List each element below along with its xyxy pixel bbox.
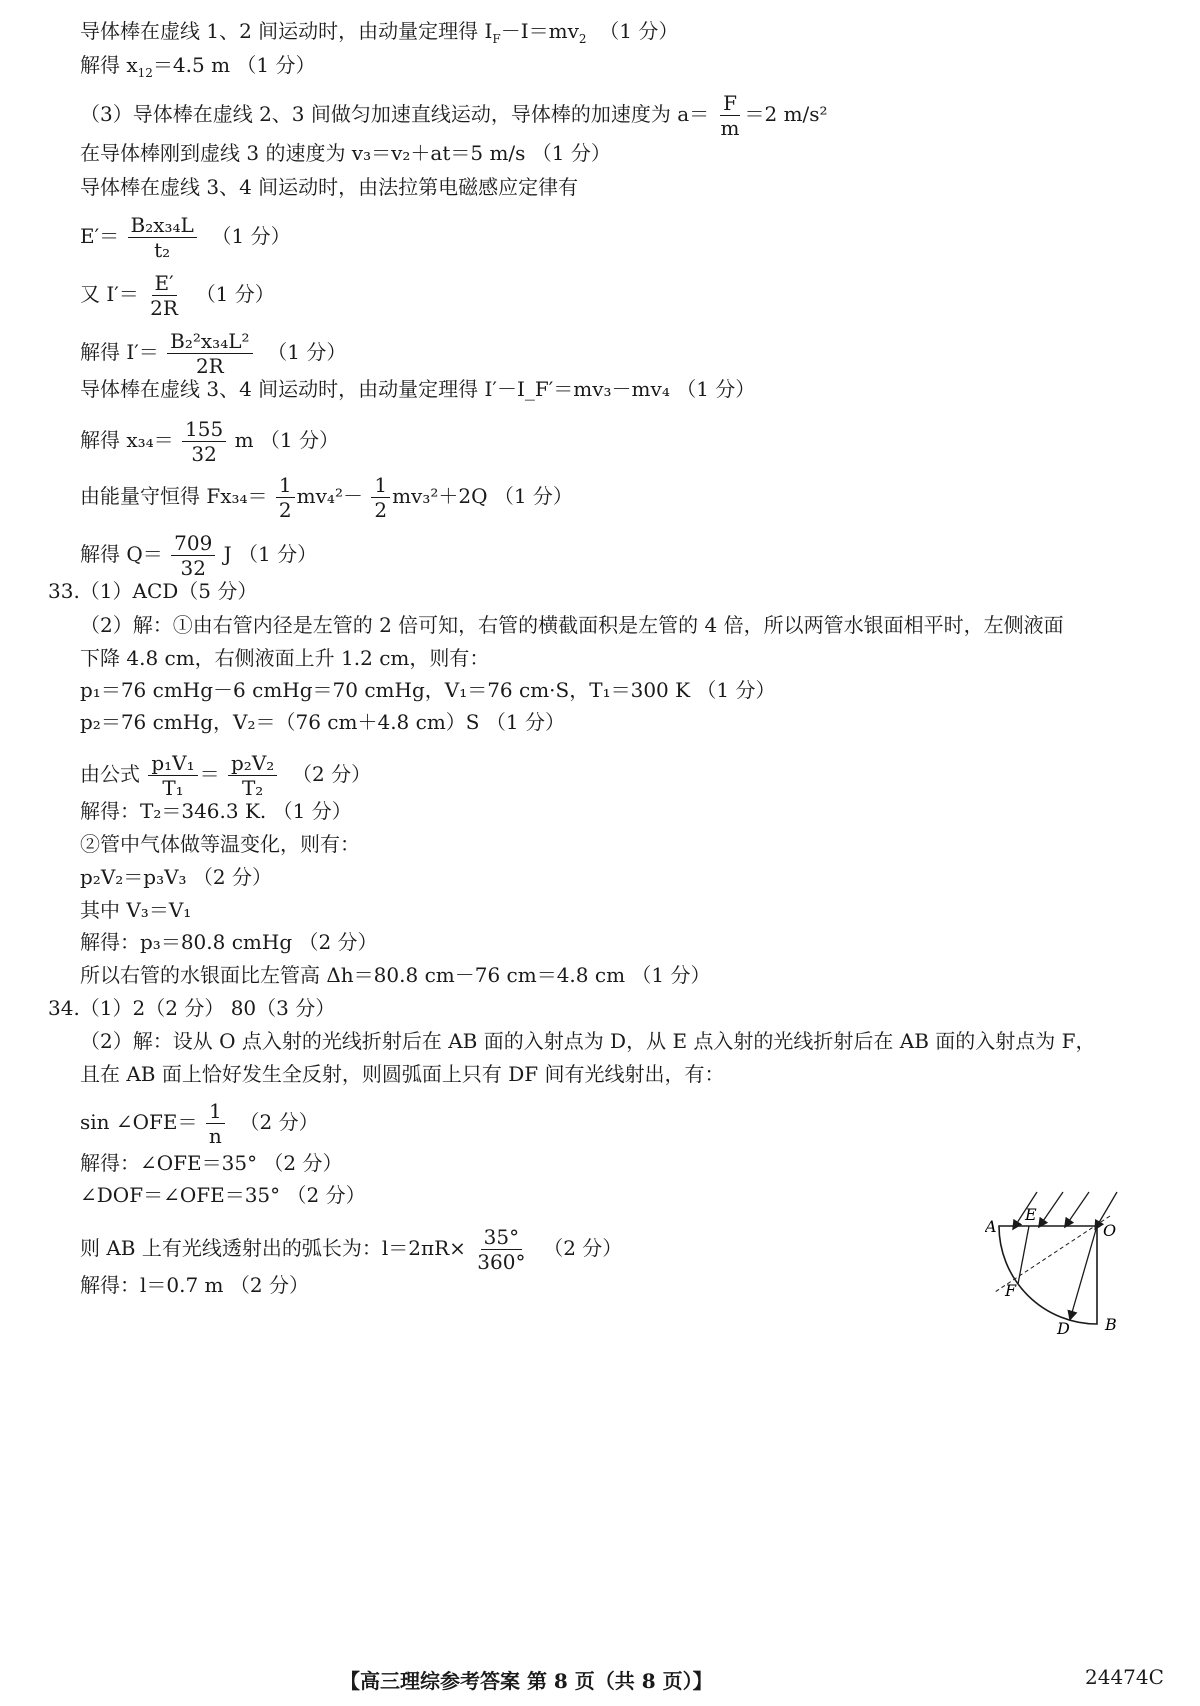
numerator: p₂V₂ xyxy=(228,752,277,776)
text-line xyxy=(80,1100,319,1147)
score-note: （2 分） xyxy=(239,1110,319,1134)
denominator: 2 xyxy=(374,498,388,522)
score-note: （2 分） xyxy=(543,1236,623,1260)
text: ＝2 m/s² xyxy=(744,102,828,126)
fraction xyxy=(128,214,197,261)
text: 由能量守恒得 Fx₃₄＝ xyxy=(80,484,268,508)
text: 导体棒在虚线 1、2 间运动时，由动量定理得 I xyxy=(80,19,493,43)
numerator: F xyxy=(720,92,740,116)
question-heading: 34.（1）2（2 分） 80（3 分） xyxy=(48,996,336,1020)
text-line: 解得：l＝0.7 m （2 分） xyxy=(80,1273,309,1297)
text-line xyxy=(80,52,316,86)
text: 解得 x₃₄＝ xyxy=(80,428,174,452)
numerator: B₂²x₃₄L² xyxy=(167,330,252,354)
text-line: 在导体棒刚到虚线 3 的速度为 v₃＝v₂＋at＝5 m/s （1 分） xyxy=(80,141,611,165)
text-line: （2）解：①由右管内径是左管的 2 倍可知，右管的横截面积是左管的 4 倍，所以两管水银面相平时，左侧液面 xyxy=(80,613,1064,637)
fraction xyxy=(371,474,390,521)
denominator: n xyxy=(208,1124,222,1148)
denominator: m xyxy=(720,116,740,140)
numerator: E′ xyxy=(152,272,177,296)
text: －I＝mv xyxy=(500,19,579,43)
text: （3）导体棒在虚线 2、3 间做匀加速直线运动，导体棒的加速度为 a＝ xyxy=(80,102,710,126)
text-line xyxy=(80,92,828,139)
fraction xyxy=(206,1100,225,1147)
text-line: 解得：T₂＝346.3 K. （1 分） xyxy=(80,799,352,823)
text: mv₄²－ xyxy=(296,484,363,508)
text: mv₃²＋2Q （1 分） xyxy=(392,484,573,508)
fraction xyxy=(148,752,197,799)
text-line: ②管中气体做等温变化，则有： xyxy=(80,832,360,856)
incident-ray xyxy=(1041,1192,1063,1224)
denominator: 2R xyxy=(150,296,178,320)
subscript: 12 xyxy=(137,66,153,80)
subscript: 2 xyxy=(578,32,587,46)
text-line xyxy=(80,474,573,521)
fraction xyxy=(718,92,743,139)
fraction xyxy=(167,330,252,377)
denominator: T₁ xyxy=(162,776,184,800)
text-line xyxy=(80,272,275,319)
subscript: F xyxy=(492,32,501,46)
fraction xyxy=(474,1226,528,1273)
text-line: 所以右管的水银面比左管高 Δh＝80.8 cm－76 cm＝4.8 cm （1 分） xyxy=(80,963,711,987)
numerator: 35° xyxy=(481,1226,522,1250)
fraction xyxy=(276,474,295,521)
text-line: 解得：∠OFE＝35° （2 分） xyxy=(80,1151,343,1175)
text-line: 导体棒在虚线 3、4 间运动时，由动量定理得 I′－I_F′＝mv₃－mv₄ （1 分） xyxy=(80,377,756,401)
score-note: （1 分） xyxy=(195,282,275,306)
text: E′＝ xyxy=(80,224,120,248)
text-line xyxy=(80,418,339,465)
text: 由公式 xyxy=(80,762,140,786)
text: J （1 分） xyxy=(223,542,318,566)
text: 又 I′＝ xyxy=(80,282,139,306)
text-line xyxy=(80,18,678,52)
footer-code: 24474C xyxy=(1085,1665,1164,1689)
incident-ray xyxy=(1067,1192,1089,1224)
text-line xyxy=(80,1226,622,1273)
numerator: 1 xyxy=(371,474,390,498)
label-a: A xyxy=(985,1217,997,1236)
text-line: 且在 AB 面上恰好发生全反射，则圆弧面上只有 DF 间有光线射出，有： xyxy=(80,1062,725,1086)
numerator: 155 xyxy=(182,418,226,442)
text-line: 下降 4.8 cm，右侧液面上升 1.2 cm，则有： xyxy=(80,646,490,670)
text-line: （2）解：设从 O 点入射的光线折射后在 AB 面的入射点为 D，从 E 点入射的光线折射后在 AB 面的入射点为 F， xyxy=(80,1029,1096,1053)
text-line: p₁＝76 cmHg－6 cmHg＝70 cmHg，V₁＝76 cm·S，T₁＝300 K （1 分） xyxy=(80,678,776,702)
label-d: D xyxy=(1057,1319,1070,1338)
fraction xyxy=(171,532,215,579)
text-line: 其中 V₃＝V₁ xyxy=(80,898,192,922)
label-f: F xyxy=(1005,1281,1017,1300)
label-o: O xyxy=(1103,1221,1117,1240)
text: 则 AB 上有光线透射出的弧长为：l＝2πR× xyxy=(80,1236,466,1260)
denominator: 32 xyxy=(191,442,217,466)
optics-diagram xyxy=(985,1188,1165,1338)
fraction xyxy=(147,272,181,319)
numerator: B₂x₃₄L xyxy=(128,214,197,238)
numerator: 1 xyxy=(276,474,295,498)
text-line: 导体棒在虚线 3、4 间运动时，由法拉第电磁感应定律有 xyxy=(80,175,579,199)
score-note: （1 分） xyxy=(267,340,347,364)
text-line: p₂＝76 cmHg，V₂＝（76 cm＋4.8 cm）S （1 分） xyxy=(80,710,565,734)
label-e: E xyxy=(1025,1205,1037,1224)
text: 解得 Q＝ xyxy=(80,542,163,566)
text-line: p₂V₂＝p₃V₃ （2 分） xyxy=(80,865,273,889)
text-line: ∠DOF＝∠OFE＝35° （2 分） xyxy=(80,1183,366,1207)
denominator: 2 xyxy=(278,498,292,522)
numerator: 1 xyxy=(206,1100,225,1124)
text: 解得 x xyxy=(80,53,138,77)
denominator: t₂ xyxy=(154,238,171,262)
text-line xyxy=(80,532,317,579)
text-line xyxy=(80,330,346,377)
label-b: B xyxy=(1105,1315,1117,1334)
numerator: p₁V₁ xyxy=(148,752,197,776)
text: m （1 分） xyxy=(234,428,339,452)
question-heading: 33.（1）ACD（5 分） xyxy=(48,579,258,603)
denominator: 32 xyxy=(180,556,206,580)
numerator: 709 xyxy=(171,532,215,556)
fraction xyxy=(182,418,226,465)
footer-title: 【高三理综参考答案 第 8 页（共 8 页）】 xyxy=(340,1669,713,1693)
text-line xyxy=(80,214,291,261)
text-line: 解得：p₃＝80.8 cmHg （2 分） xyxy=(80,930,378,954)
denominator: 360° xyxy=(477,1250,526,1274)
fraction xyxy=(228,752,277,799)
text: ＝ xyxy=(199,762,220,786)
score-note: （1 分） xyxy=(599,19,679,43)
denominator: T₂ xyxy=(241,776,264,800)
score-note: （2 分） xyxy=(292,762,372,786)
text: ＝4.5 m （1 分） xyxy=(152,53,316,77)
text: 解得 I′＝ xyxy=(80,340,159,364)
denominator: 2R xyxy=(195,354,224,378)
score-note: （1 分） xyxy=(211,224,291,248)
text: sin ∠OFE＝ xyxy=(80,1110,198,1134)
text-line xyxy=(80,752,371,799)
